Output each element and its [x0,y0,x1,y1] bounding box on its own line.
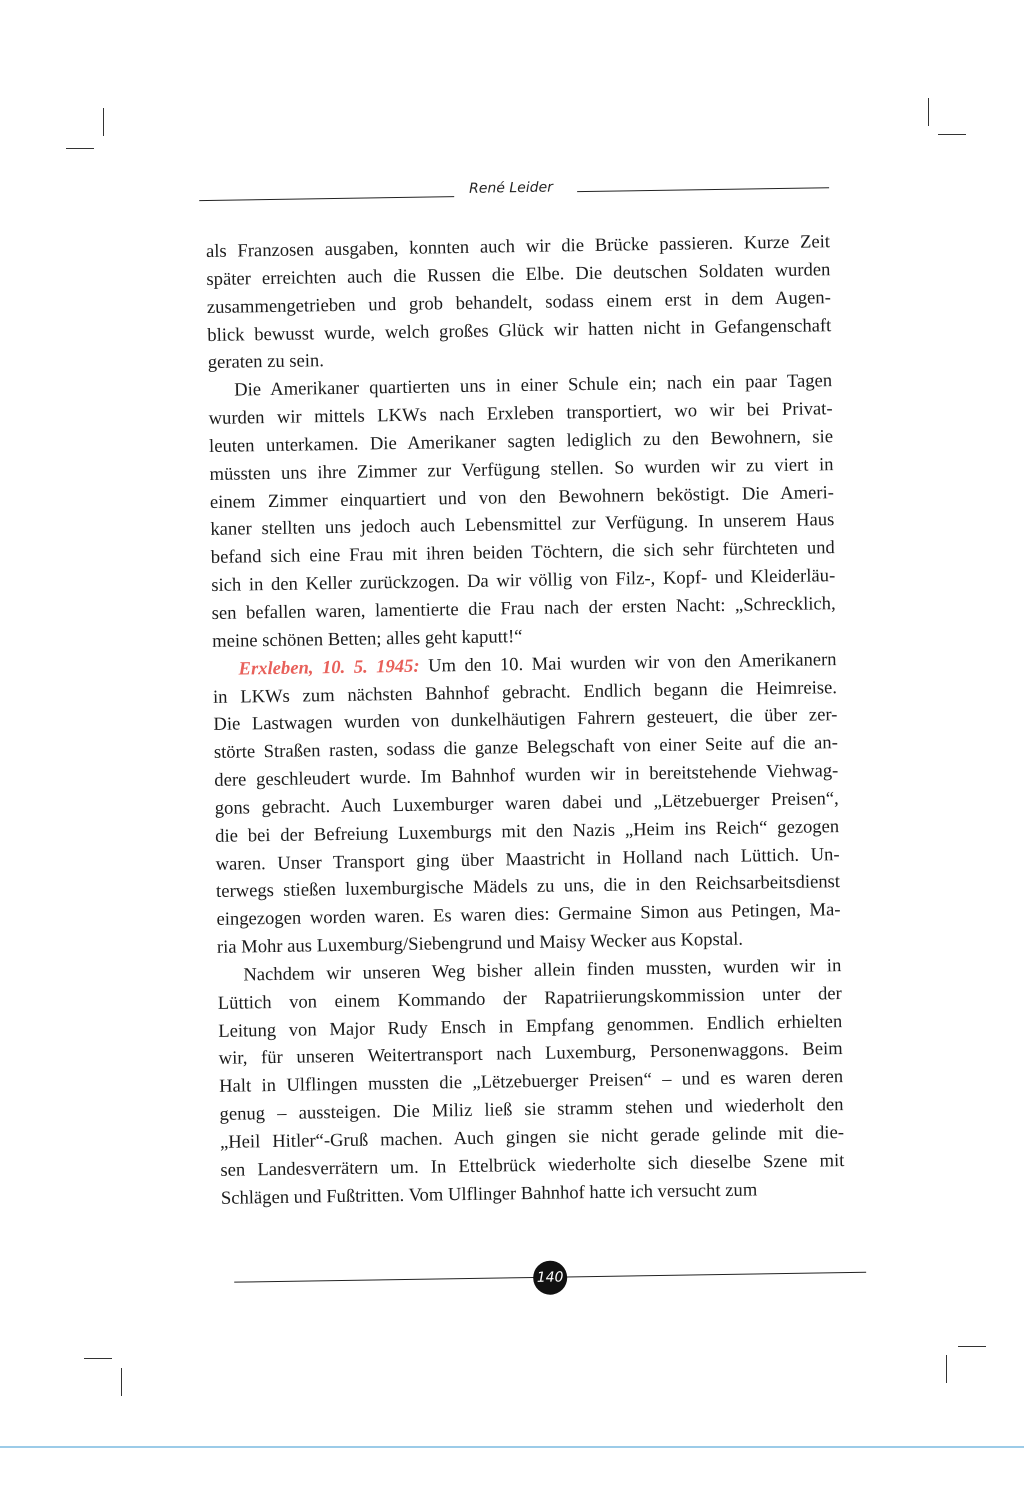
text-line: Die Lastwagen wurden von dunkelhäutigen Fahrern gesteuert, die über zer- [213,704,838,736]
text-line: einem Zimmer einquartiert und von den Bewohnern beköstigt. Die Ameri- [209,481,835,513]
footer-rule-right [566,1272,866,1278]
text-line: dere geschleudert wurde. Im Bahnhof wurden wir in bereitstehende Viehwag- [214,760,839,791]
text-line: gons gebracht. Auch Luxemburger waren dabei und „Lëtzebuerger Preisen“, [214,787,839,819]
running-header-author: René Leider [468,179,554,197]
text-line: in LKWs zum nächsten Bahnhof gebracht. Endlich begann die Heimreise. [212,676,838,708]
text-line: sich in den Keller zurückzogen. Da wir völlig von Filz-, Kopf- und Kleiderläu- [211,565,836,597]
text-line: blick bewusst wurde, welch großes Glück wir hatten nicht in Gefangenschaft [207,314,832,346]
text-line: Halt in Ulflingen mussten die „Lëtzebuerger Preisen“ – und es waren deren [218,1066,844,1098]
text-line: kaner stellten uns jedoch auch Lebensmittel zur Verfügung. In unserem Haus [210,509,835,541]
text-line: ria Mohr aus Luxemburg/Siebengrund und Maisy Wecker aus Kopstal. [216,928,744,958]
text-line: sen befallen waren, lamentierte die Frau nach der ersten Nacht: „Schrecklich, [211,593,836,624]
text-line: „Heil Hitler“-Gruß machen. Auch gingen sie nicht gerade gelinde mit die- [219,1122,845,1153]
text-line: genug – aussteigen. Die Miliz ließ sie stramm stehen und wiederholt den [219,1094,844,1126]
text-line: Die Amerikaner quartierten uns in einer Schule ein; nach ein paar Tagen [234,370,833,401]
text-line: störte Straßen rasten, sodass die ganze Belegschaft von einer Seite auf die an- [213,732,838,764]
text-line: als Franzosen ausgaben, konnten auch wir die Brücke passieren. Kurze Zeit [205,231,831,262]
text-line: meine schönen Betten; alles geht kaputt!“ [211,625,523,652]
scan-edge-line [0,1446,1024,1448]
text-line: befand sich eine Frau mit ihren beiden Töchtern, die sich sehr fürchteten und [210,537,835,569]
text-line: Leitung von Major Rudy Ensch in Empfang genommen. Endlich erhielten [218,1010,843,1042]
text-line: zusammengetrieben und grob behandelt, sodass einem erst in dem Augen- [206,286,831,318]
footer-rule-left [234,1277,534,1283]
page-number: 140 [533,1260,568,1295]
text-line: müssten uns ihre Zimmer zur Verfügung stellen. So wurden wir zu viert in [209,453,834,485]
text-line: terwegs stießen luxemburgische Mädels zu uns, die in den Reichsarbeitsdienst [215,871,841,903]
text-line: geraten zu sein. [207,350,325,374]
text-line: waren. Unser Transport ging über Maastricht in Holland nach Lüttich. Un- [215,843,840,875]
text-line: wir, für unseren Weitertransport nach Luxemburg, Personenwaggons. Beim [218,1038,843,1070]
header-rule-right [577,187,829,192]
text-line: die bei der Befreiung Luxemburgs mit den Nazis „Heim ins Reich“ gezogen [215,815,840,847]
text-line: leuten unterkamen. Die Amerikaner sagten lediglich zu den Bewohnern, sie [208,426,834,457]
date-heading: Erxleben, 10. 5. 1945: [238,655,420,680]
text-line-rest: Um den 10. Mai wurden wir von den Amerikanern [427,648,837,677]
header-rule-left [199,196,454,201]
body-text [206,228,845,1212]
text-line: eingezogen worden waren. Es waren dies: Germaine Simon aus Petingen, Ma- [216,899,841,931]
text-line: wurden wir mittels LKWs nach Erxleben transportiert, wo wir bei Privat- [208,398,833,430]
text-line: Nachdem wir unseren Weg bisher allein finden mussten, wurden wir in [243,955,842,986]
text-line: sen Landesverrätern um. In Ettelbrück wiederholte sich dieselbe Szene mit [220,1149,845,1181]
text-line: später erreichten auch die Russen die Elbe. Die deutschen Soldaten wurden [206,259,831,290]
text-line: Lüttich von einem Kommando der Rapatriierungskommission unter der [217,982,842,1014]
text-line: Schlägen und Fußtritten. Vom Ulflinger Bahnhof hatte ich versucht zum [220,1179,758,1209]
